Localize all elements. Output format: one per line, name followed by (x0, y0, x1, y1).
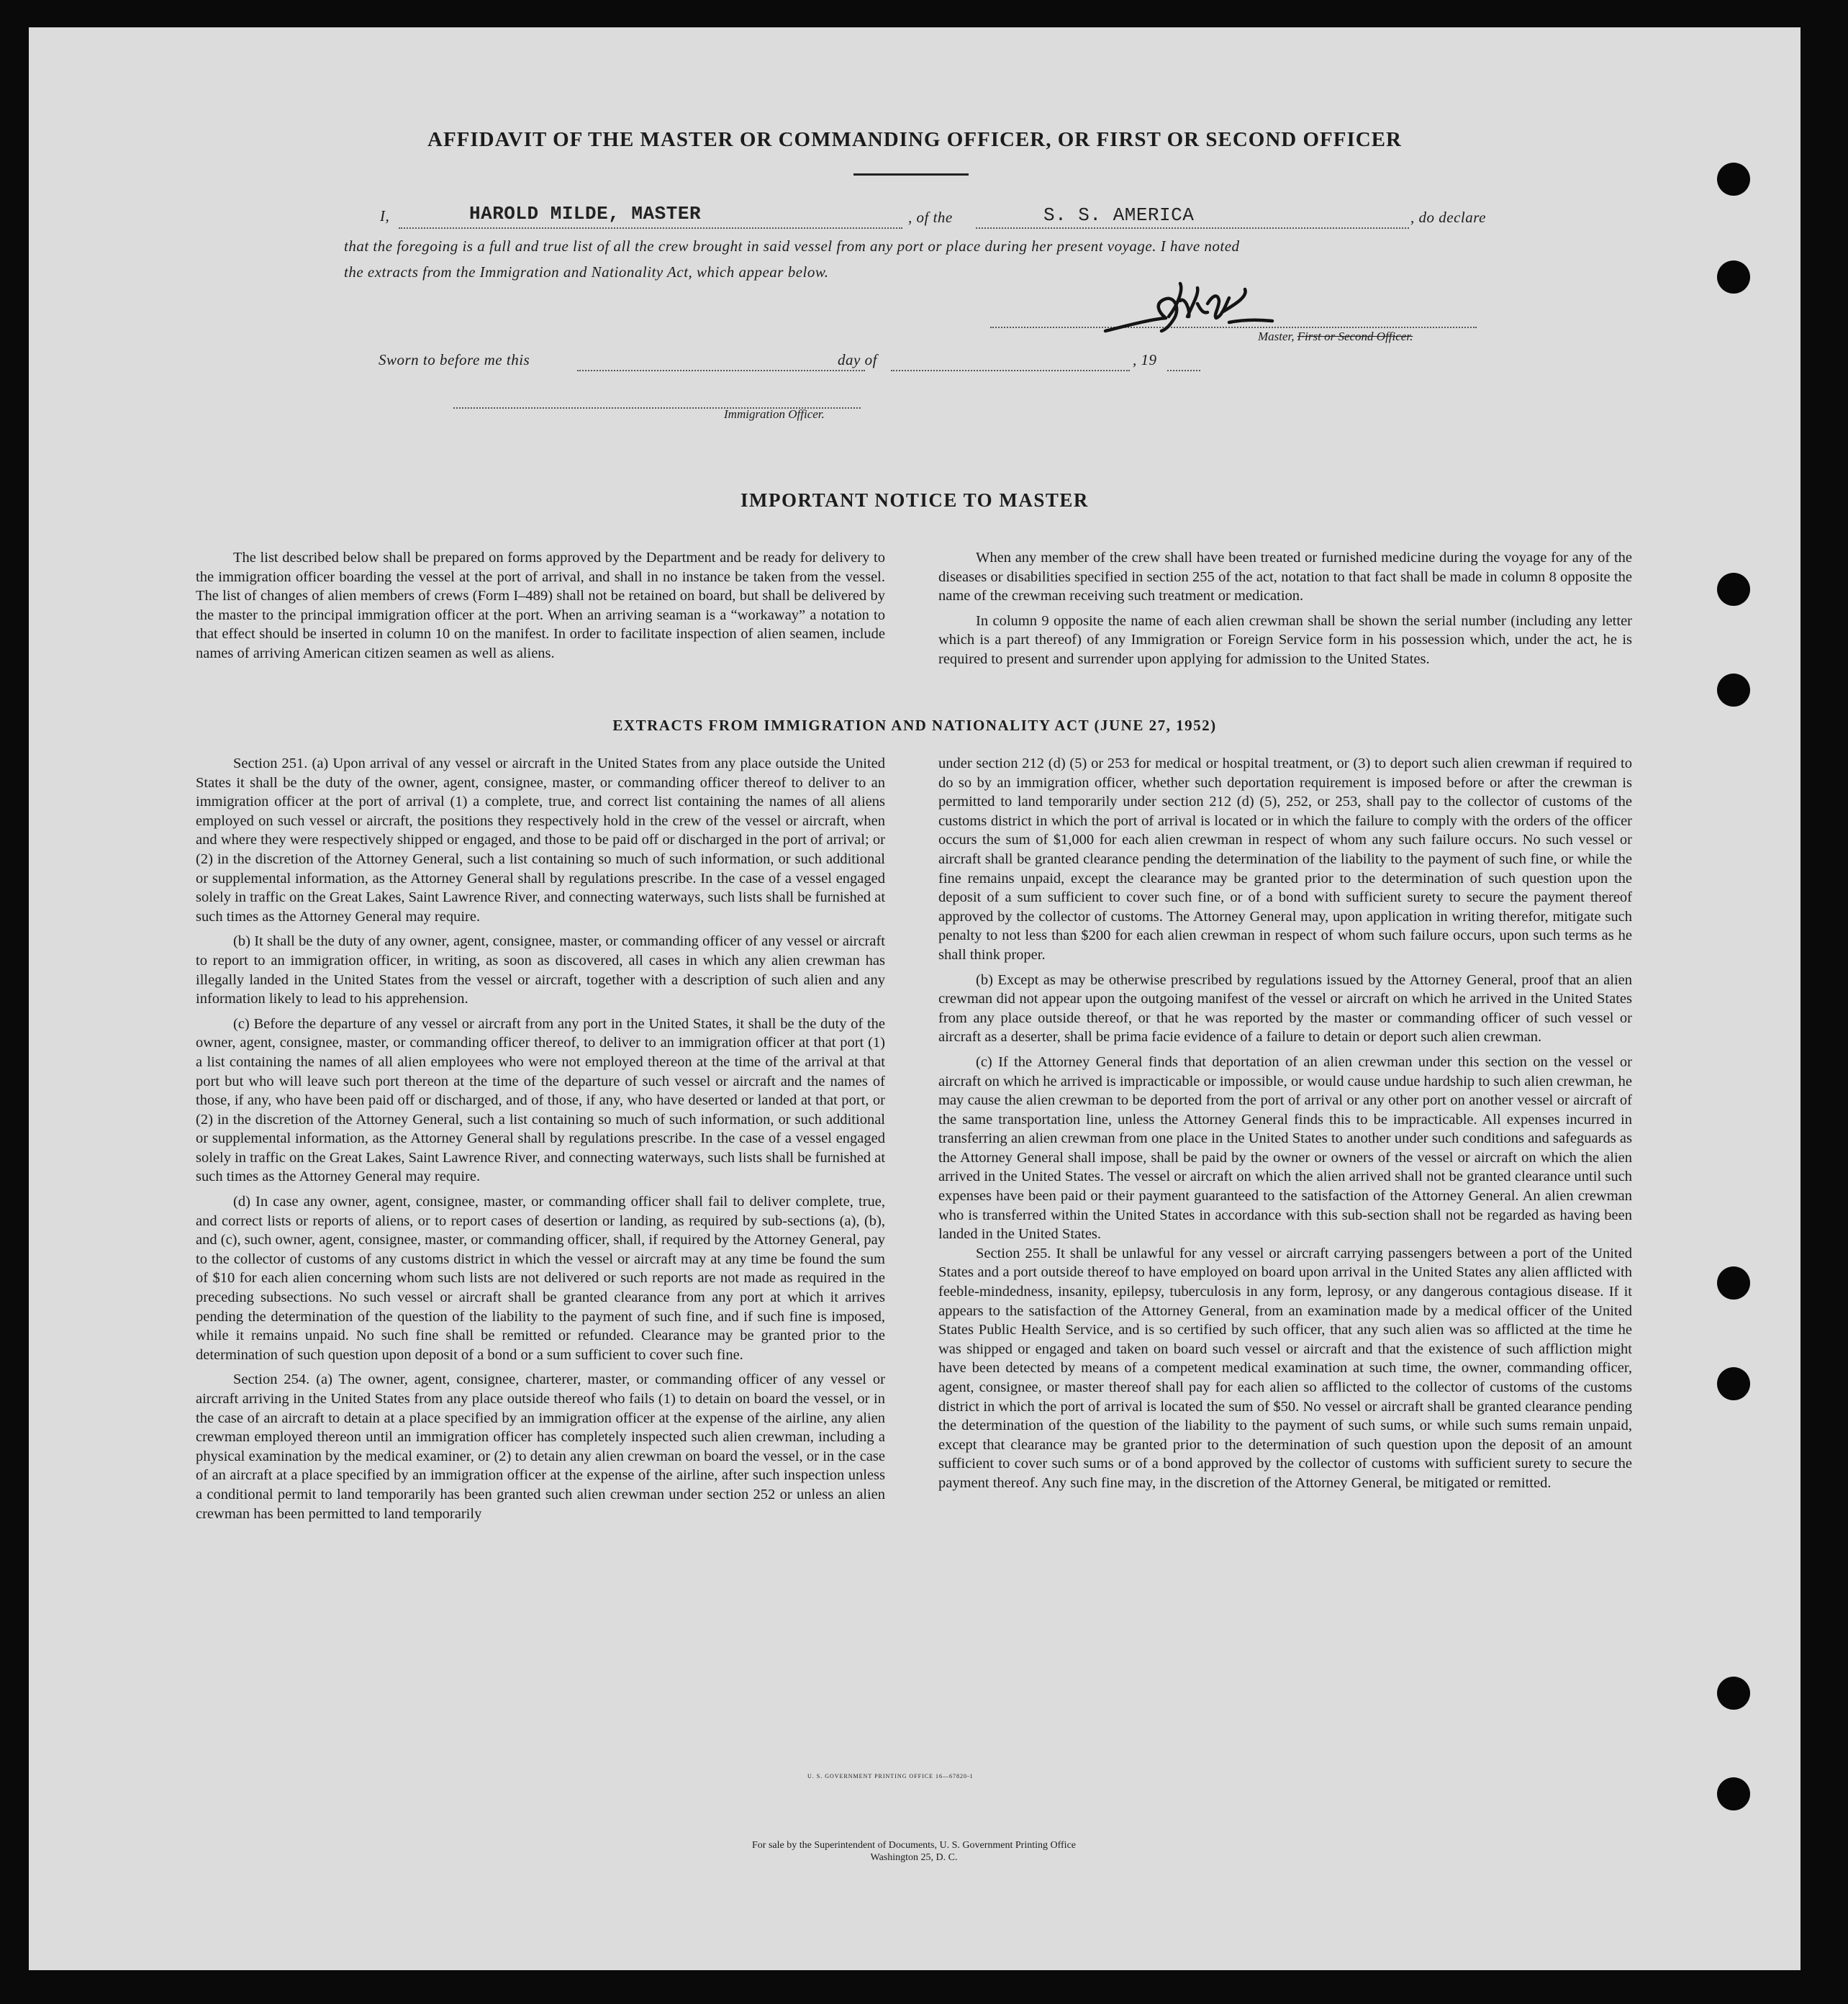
officer-caption: Immigration Officer. (724, 407, 825, 421)
form-page (29, 27, 1801, 1970)
page-title: AFFIDAVIT OF THE MASTER OR COMMANDING OFFICER, OR FIRST OR SECOND OFFICER (427, 128, 1402, 151)
caption-master: Master, (1258, 330, 1295, 343)
punch-hole (1717, 674, 1750, 707)
year-label: , 19 (1133, 351, 1157, 368)
vessel-name-field: S. S. AMERICA (1043, 204, 1195, 226)
do-declare-label: , do declare (1410, 209, 1486, 226)
of-the-label: , of the (908, 209, 953, 226)
sworn-label: Sworn to before me this (379, 351, 530, 368)
section-254-c: (c) If the Attorney General finds that deportation of an alien crewman under this section on the vessel or aircraft on which he arrived is impracticable or impossible, or would cause undue hardship to such alien crewman, he may cause the alien crewman to be deported from the port of arrival or any other port on another vessel or aircraft of the same transportation line, unless the Attorney General finds this to be impracticable. All expenses incurred in transferring an alien crewman from one place in the United States to another under such conditions and safeguards as the Attorney General shall impose, shall be paid by the owner or owners of the vessel or aircraft on which the alien arrived in the United States. The vessel or aircraft on which the alien arrived shall not be granted clearance until such expenses have been paid or their payment guaranteed to the satisfaction of the Attorney General. An alien crewman who is transferred within the United States in accordance with this sub-section shall not be regarded as having been landed in the United States. (938, 1053, 1632, 1243)
sale-line-1: For sale by the Superintendent of Documents, U. S. Government Printing Office (752, 1840, 1076, 1851)
notice-paragraph: In column 9 opposite the name of each alien crewman shall be shown the serial number (including any letter which is a part thereof) of any Immigration or Foreign Service form in his possession which, under the act, he is required to present and surrender upon applying for admission to the United States. (938, 612, 1632, 667)
signature-caption (1258, 330, 1413, 344)
extracts-left-column (196, 754, 885, 1523)
punch-hole (1717, 1777, 1750, 1810)
day-of-label: day of (838, 351, 877, 368)
punch-hole (1717, 1266, 1750, 1300)
punch-hole (1717, 260, 1750, 294)
sale-line-2: Washington 25, D. C. (870, 1852, 958, 1863)
declaration-line-3: the extracts from the Immigration and Nationality Act, which appear below. (344, 263, 829, 281)
punch-hole (1717, 573, 1750, 606)
notice-left-column (196, 548, 885, 663)
notice-heading: IMPORTANT NOTICE TO MASTER (740, 489, 1089, 511)
section-251-a: Section 251. (a) Upon arrival of any vessel or aircraft in the United States from any place outside the United States it shall be the duty of the owner, agent, consignee, master, or commanding officer thereof to deliver to an immigration officer at the port of arrival (1) a complete, true, and correct list containing the names of all aliens employed on such vessel or aircraft, the positions they respectively hold in the crew of the vessel or aircraft, when and where they were respectively shipped or engaged, and those to be paid off or discharged in the port of arrival; or (2) in the discretion of the Attorney General, such a list containing so much of such information, or such additional or supplemental information, as the Attorney General shall by regulations prescribe. In the case of a vessel engaged solely in traffic on the Great Lakes, Saint Lawrence River, and connecting waterways, such lists shall be furnished at such times as the Attorney General may require. (196, 756, 886, 925)
section-254-b: (b) Except as may be otherwise prescribed by regulations issued by the Attorney General, proof that an alien crewman did not appear upon the outgoing manifest of the vessel or aircraft on which he arrived in the United States from any place outside thereof, or that he was reported by the master or commanding officer of such vessel or aircraft as a deserter, shall be prima facie evidence of a failure to detain or deport such alien crewman. (938, 971, 1632, 1046)
printing-office-imprint: U. S. GOVERNMENT PRINTING OFFICE 16—67820-1 (807, 1773, 974, 1779)
name-field-line (399, 227, 902, 229)
caption-struck-officer: First or Second Officer. (1297, 330, 1413, 343)
declaration-line-2: that the foregoing is a full and true list of all the crew brought in said vessel from any port or place during her present voyage. I have noted (344, 237, 1240, 255)
master-name-field: HAROLD MILDE, MASTER (469, 203, 702, 225)
declaration-prefix: I, (380, 207, 390, 225)
section-251-d: (d) In case any owner, agent, consignee, master, or commanding officer shall fail to deliver complete, true, and correct lists or reports of aliens, or to report cases of desertion or landing, as required by sub-sections (a), (b), and (c), such owner, agent, consignee, master, or commanding officer, shall, if required by the Attorney General, pay to the collector of customs of any customs district in which the vessel or aircraft may at any time be found the sum of $10 for each alien concerning whom such lists are not delivered or such reports are not made as required in the preceding subsections. No such vessel or aircraft shall be granted clearance from any port at which it arrives pending the determination of the question of the liability to the payment of such fine, and if such fine is imposed, while it remains unpaid. No such fine shall be remitted or refunded. Clearance may be granted prior to the determination of such question upon deposit of a bond or a sum sufficient to cover such fine. (196, 1194, 885, 1363)
sale-notice (590, 1839, 1238, 1864)
vessel-field-line (976, 227, 1409, 229)
sworn-day-line (577, 370, 865, 371)
section-254-a: Section 254. (a) The owner, agent, consignee, charterer, master, or commanding officer of any vessel or aircraft arriving in the United States from any place outside thereof who fails (1) to detain on board the vessel, or in the case of an aircraft to detain at a place specified by an immigration officer at the expense of the airline, any alien crewman employed thereon until an immigration officer has completely inspected such alien crewman, including a physical examination by the medical examiner, or (2) to detain any alien crewman on board the vessel, or in the case of an aircraft at a place specified by an immigration officer at the expense of the airline, after such inspection unless a conditional permit to land temporarily has been granted such alien crewman under section 252 or unless an alien crewman has been permitted to land temporarily (196, 1371, 885, 1522)
notice-paragraph: The list described below shall be prepared on forms approved by the Department and be ready for delivery to the immigration officer boarding the vessel at the port of arrival, and shall in no instance be taken from the vessel. The list of changes of alien members of crews (Form I–489) shall not be retained on board, but shall be delivered by the master to the principal immigration officer at the port. When an arriving seaman is a “workaway” a notation to that effect should be inserted in column 10 on the manifest. In order to facilitate inspection of alien seamen, include names of arriving American citizen seamen as well as aliens. (196, 550, 885, 661)
title-divider (853, 173, 969, 176)
punch-hole (1717, 163, 1750, 196)
section-254-a-continued: under section 212 (d) (5) or 253 for medical or hospital treatment, or (3) to deport such alien crewman if required to do so by an immigration officer, whether such deportation requirement is imposed before or after the crewman is permitted to land temporarily under section 212 (d) (5), 252, or 253, shall pay to the collector of customs of the customs district in which the port of arrival is located or in which the failure to comply with the orders of the officer occurs the sum of $1,000 for each alien crewman in respect of whom any such failure occurs. No such vessel or aircraft shall be granted clearance pending the determination of the liability to the payment of such fine, or while the fine remains unpaid, except the clearance may be granted prior to the determination of such question upon the deposit of a sum sufficient to cover such fine, or of a bond with sufficient surety to secure the payment thereof approved by the collector of customs. The Attorney General may, upon application in writing therefor, mitigate such penalty to not less than $200 for each alien crewman in respect of whom such failure occurs, upon such terms as he shall think proper. (938, 756, 1632, 963)
section-255: Section 255. It shall be unlawful for any vessel or aircraft carrying passengers between a port of the United States and a port outside thereof to have employed on board upon arrival in the United States any alien afflicted with feeble-mindedness, insanity, epilepsy, tuberculosis in any form, leprosy, or any dangerous contagious disease. If it appears to the satisfaction of the Attorney General, from an examination made by a medical officer of the United States Public Health Service, and is so certified by such officer, that any such alien was so afflicted at the time he was shipped or engaged and taken on board such vessel or aircraft and that the existence of such affliction might have been detected by means of a competent medical examination at such time, the owner, commanding officer, agent, consignee, or master thereof shall pay for each alien so afflicted to the collector of customs of the customs district in which the port of arrival is located the sum of $50. No vessel or aircraft shall be granted clearance pending the determination of the question of the liability to the payment of such sums, or while such sums remain unpaid, except that clearance may be granted prior to the determination of such question upon the deposit of an amount sufficient to cover such sums or of a bond approved by the collector of customs with sufficient surety to secure the payment thereof. Any such fine may, in the discretion of the Attorney General, be mitigated or remitted. (938, 1245, 1632, 1491)
punch-hole (1717, 1677, 1750, 1710)
sworn-month-line (891, 370, 1130, 371)
notice-paragraph: When any member of the crew shall have been treated or furnished medicine during the voyage for any of the diseases or disabilities specified in section 255 of the act, notation to that fact shall be made in column 8 opposite the name of the crewman receiving such treatment or medication. (938, 550, 1632, 604)
section-251-c: (c) Before the departure of any vessel or aircraft from any port in the United States, it shall be the duty of the owner, agent, consignee, master, or commanding officer thereof, to deliver to an immigration officer at that port (1) a list containing the names of all alien employees who were not employed thereon at the time of the arrival at that port but who will leave such port thereon at the time of the departure of such vessel or aircraft and the names of those, if any, who have been paid off or discharged, and of those, if any, who have deserted or landed at that port, or (2) in the discretion of the Attorney General, such a list containing so much of such information, or such additional or supplemental information, as the Attorney General shall by regulations prescribe. In the case of a vessel engaged solely in traffic on the Great Lakes, Saint Lawrence River, and connecting waterways, such lists shall be furnished at such times as the Attorney General may require. (196, 1015, 886, 1185)
section-251-b: (b) It shall be the duty of any owner, agent, consignee, master, or commanding officer of any vessel or aircraft to report to an immigration officer, in writing, as soon as discovered, all cases in which any alien crewman has illegally landed in the United States from the vessel or aircraft, together with a description of such alien and any information likely to lead to his apprehension. (196, 933, 885, 1007)
extracts-right-column (938, 754, 1632, 1493)
punch-hole (1717, 1367, 1750, 1400)
extracts-heading: EXTRACTS FROM IMMIGRATION AND NATIONALITY ACT (JUNE 27, 1952) (612, 717, 1217, 734)
sworn-year-line (1167, 370, 1200, 371)
notice-right-column (938, 548, 1632, 669)
